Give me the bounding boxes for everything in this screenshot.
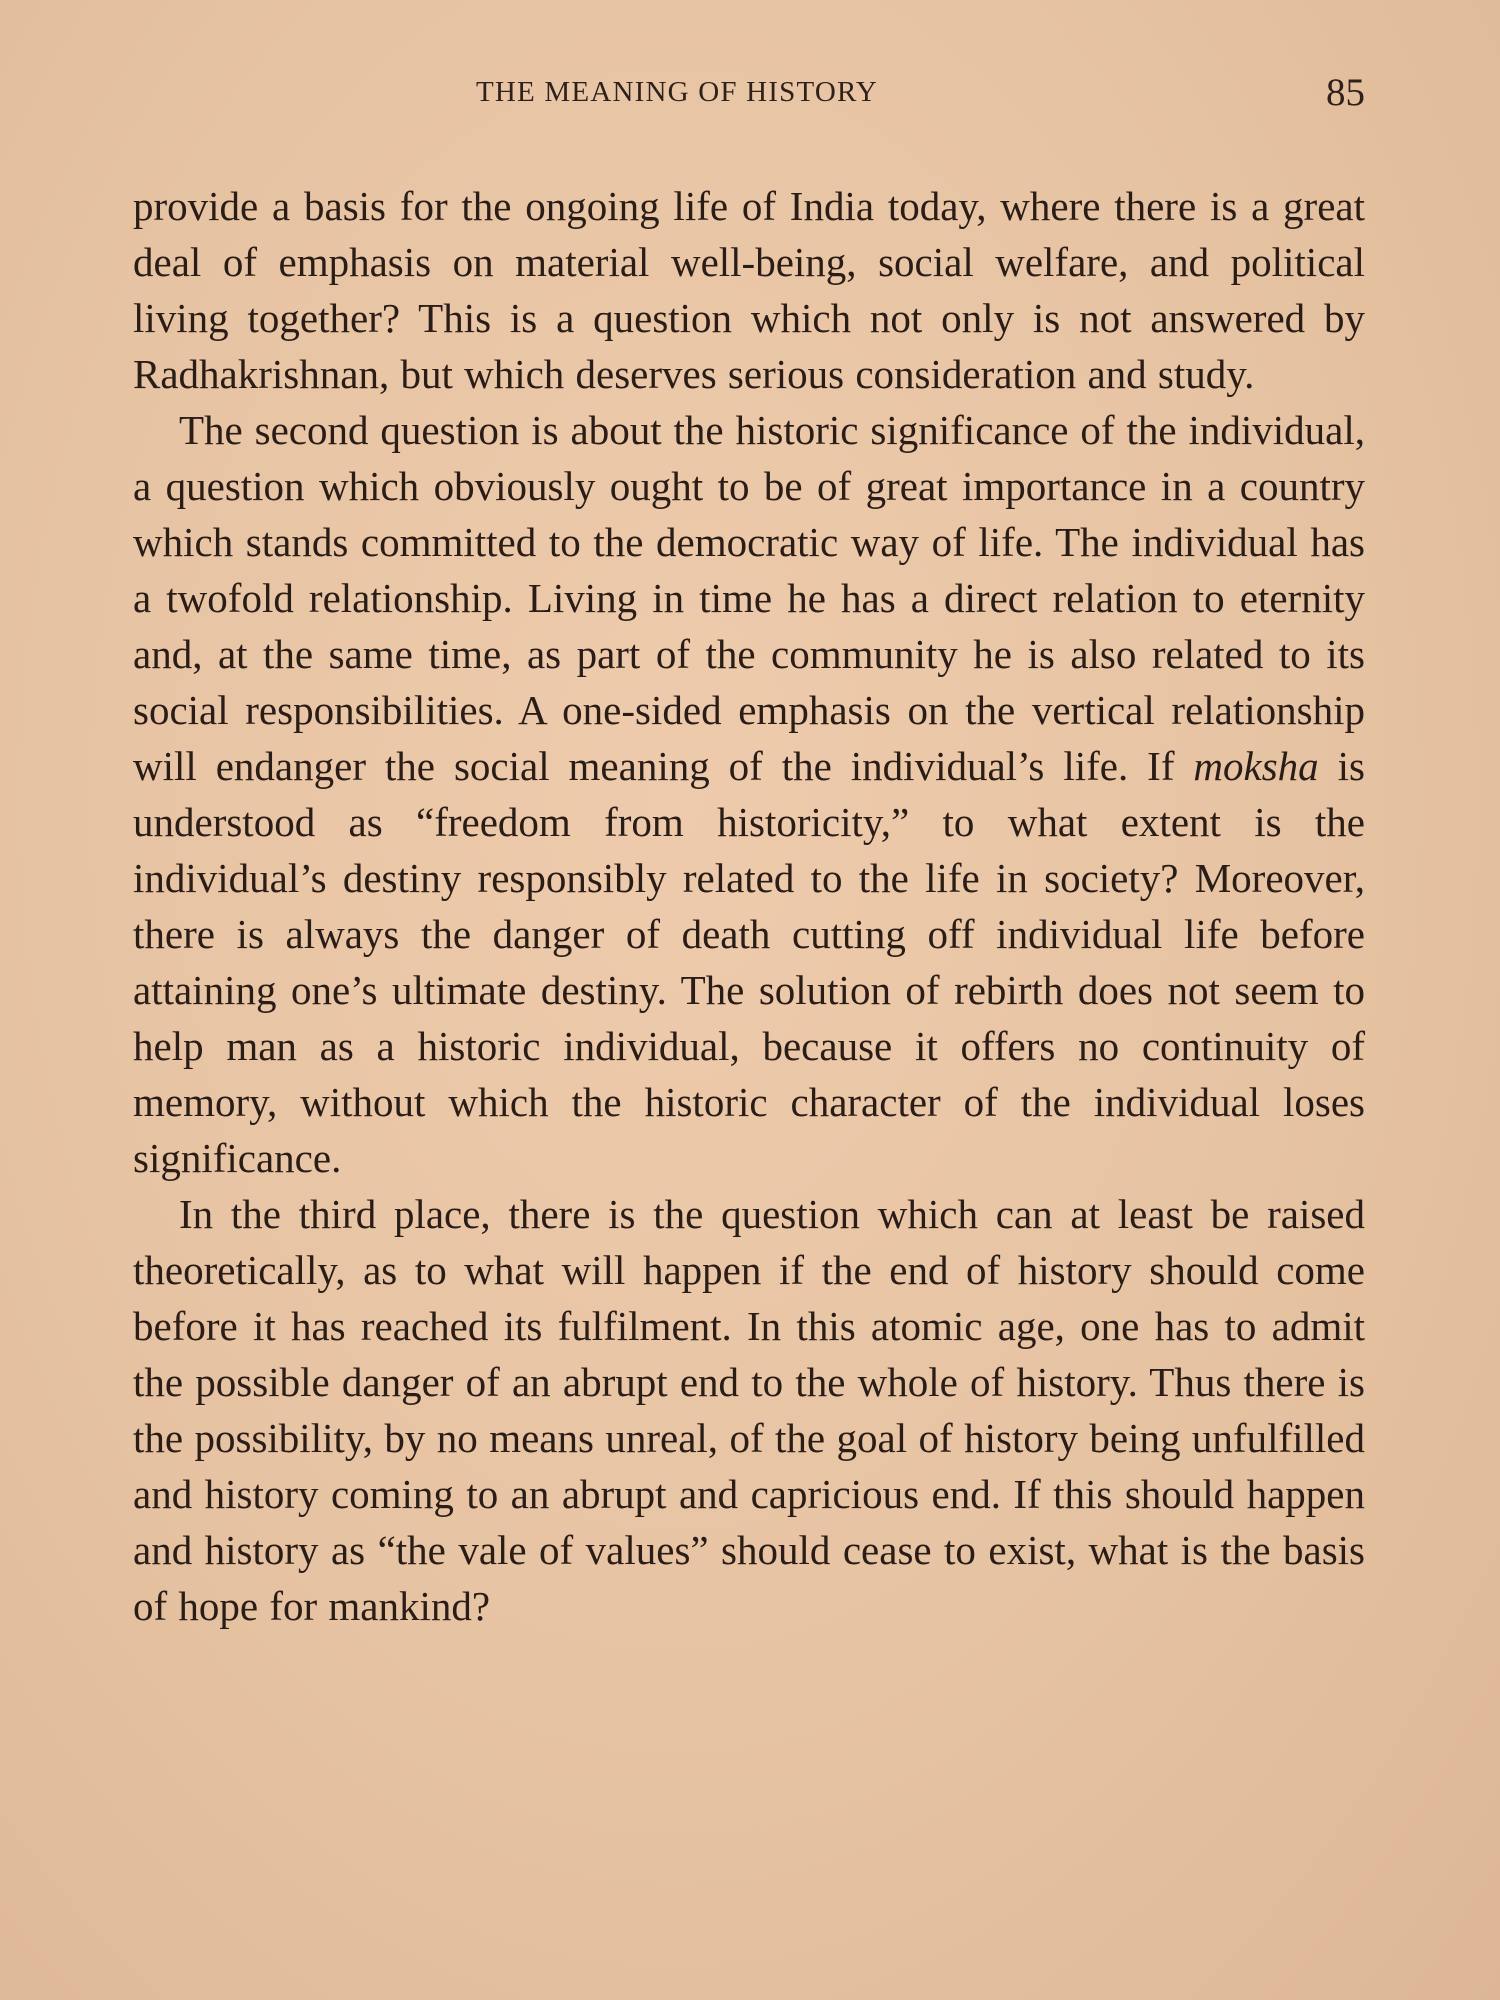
- paragraph-1: provide a basis for the ongoing life of India today, where there is a great deal of emphasis on material well-being, social welfare, and political living together? This is a question which not only is not answered by Radhakrishnan, but which deserves serious consideration and study.: [133, 183, 1365, 397]
- paragraph-3: In the third place, there is the question which can at least be raised theoretically, as to what will happen if the end of history should come before it has reached its fulfilment. In this atomic age, one has to admit the possible danger of an abrupt end to the whole of history. Thus there is the possibility, by no means unreal, of the goal of history being unfulfilled and history coming to an abrupt and capricious end. If this should happen and history as “the vale of values” should cease to exist, what is the basis of hope for mankind?: [133, 1191, 1365, 1629]
- moksha-term: moksha: [1193, 743, 1319, 789]
- paragraph-2: [133, 402, 1365, 1186]
- body-text: [133, 178, 1365, 1634]
- paragraph-2-part-a: The second question is about the historic significance of the individual, a question which obviously ought to be of great importance in a country which stands committed to the democratic way of life. The individual has a twofold relationship. Living in time he has a direct relation to eternity and, at the same time, as part of the community he is also related to its social responsibilities. A one-sided emphasis on the vertical relationship will endanger the social meaning of the individual’s life. If: [133, 407, 1365, 789]
- paragraph-2-part-b: is understood as “freedom from historicity,” to what extent is the individual’s destiny responsibly related to the life in society? Moreover, there is always the danger of death cutting off individual life before attaining one’s ultimate destiny. The solution of rebirth does not seem to help man as a historic individual, because it offers no continuity of memory, without which the historic character of the individual loses significance.: [133, 743, 1365, 1181]
- page-number: 85: [1326, 71, 1365, 114]
- running-head: THE MEANING OF HISTORY: [476, 76, 879, 108]
